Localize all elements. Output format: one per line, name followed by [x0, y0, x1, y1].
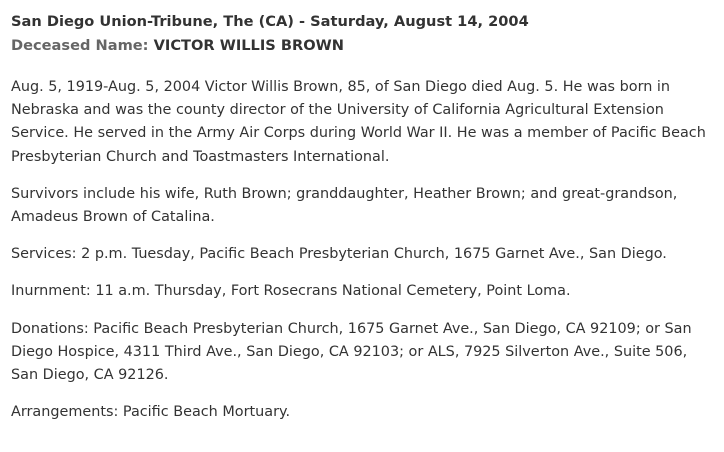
paragraph-donations: Donations: Pacific Beach Presbyterian Church, 1675 Garnet Ave., San Diego, CA 92109; or San Diego Hospice, 4311 Third Ave., San Diego, CA 92103; or ALS, 7925 Silverton Ave., Suite 506, San Diego, CA 92126.: [11, 320, 692, 384]
paragraph-services: Services: 2 p.m. Tuesday, Pacific Beach Presbyterian Church, 1675 Garnet Ave., San Diego.: [11, 246, 667, 263]
deceased-label: Deceased Name:: [11, 37, 154, 54]
paragraph-arrangements: Arrangements: Pacific Beach Mortuary.: [11, 404, 291, 421]
obituary-body: [11, 76, 716, 424]
paragraph-biography: Aug. 5, 1919-Aug. 5, 2004 Victor Willis Brown, 85, of San Diego died Aug. 5. He was born in Nebraska and was the county director of the University of California Agricultural Extension Service. He served in the Army Air Corps during World War II. He was a member of Pacific Beach Presbyterian Church and Toastmasters International.: [11, 79, 706, 165]
deceased-name-line: [11, 34, 716, 58]
deceased-name: VICTOR WILLIS BROWN: [153, 37, 344, 54]
publication-line: San Diego Union-Tribune, The (CA) - Saturday, August 14, 2004: [11, 13, 529, 30]
paragraph-survivors: Survivors include his wife, Ruth Brown; granddaughter, Heather Brown; and great-grandson, Amadeus Brown of Catalina.: [11, 185, 678, 226]
paragraph-inurnment: Inurnment: 11 a.m. Thursday, Fort Rosecrans National Cemetery, Point Loma.: [11, 283, 571, 300]
